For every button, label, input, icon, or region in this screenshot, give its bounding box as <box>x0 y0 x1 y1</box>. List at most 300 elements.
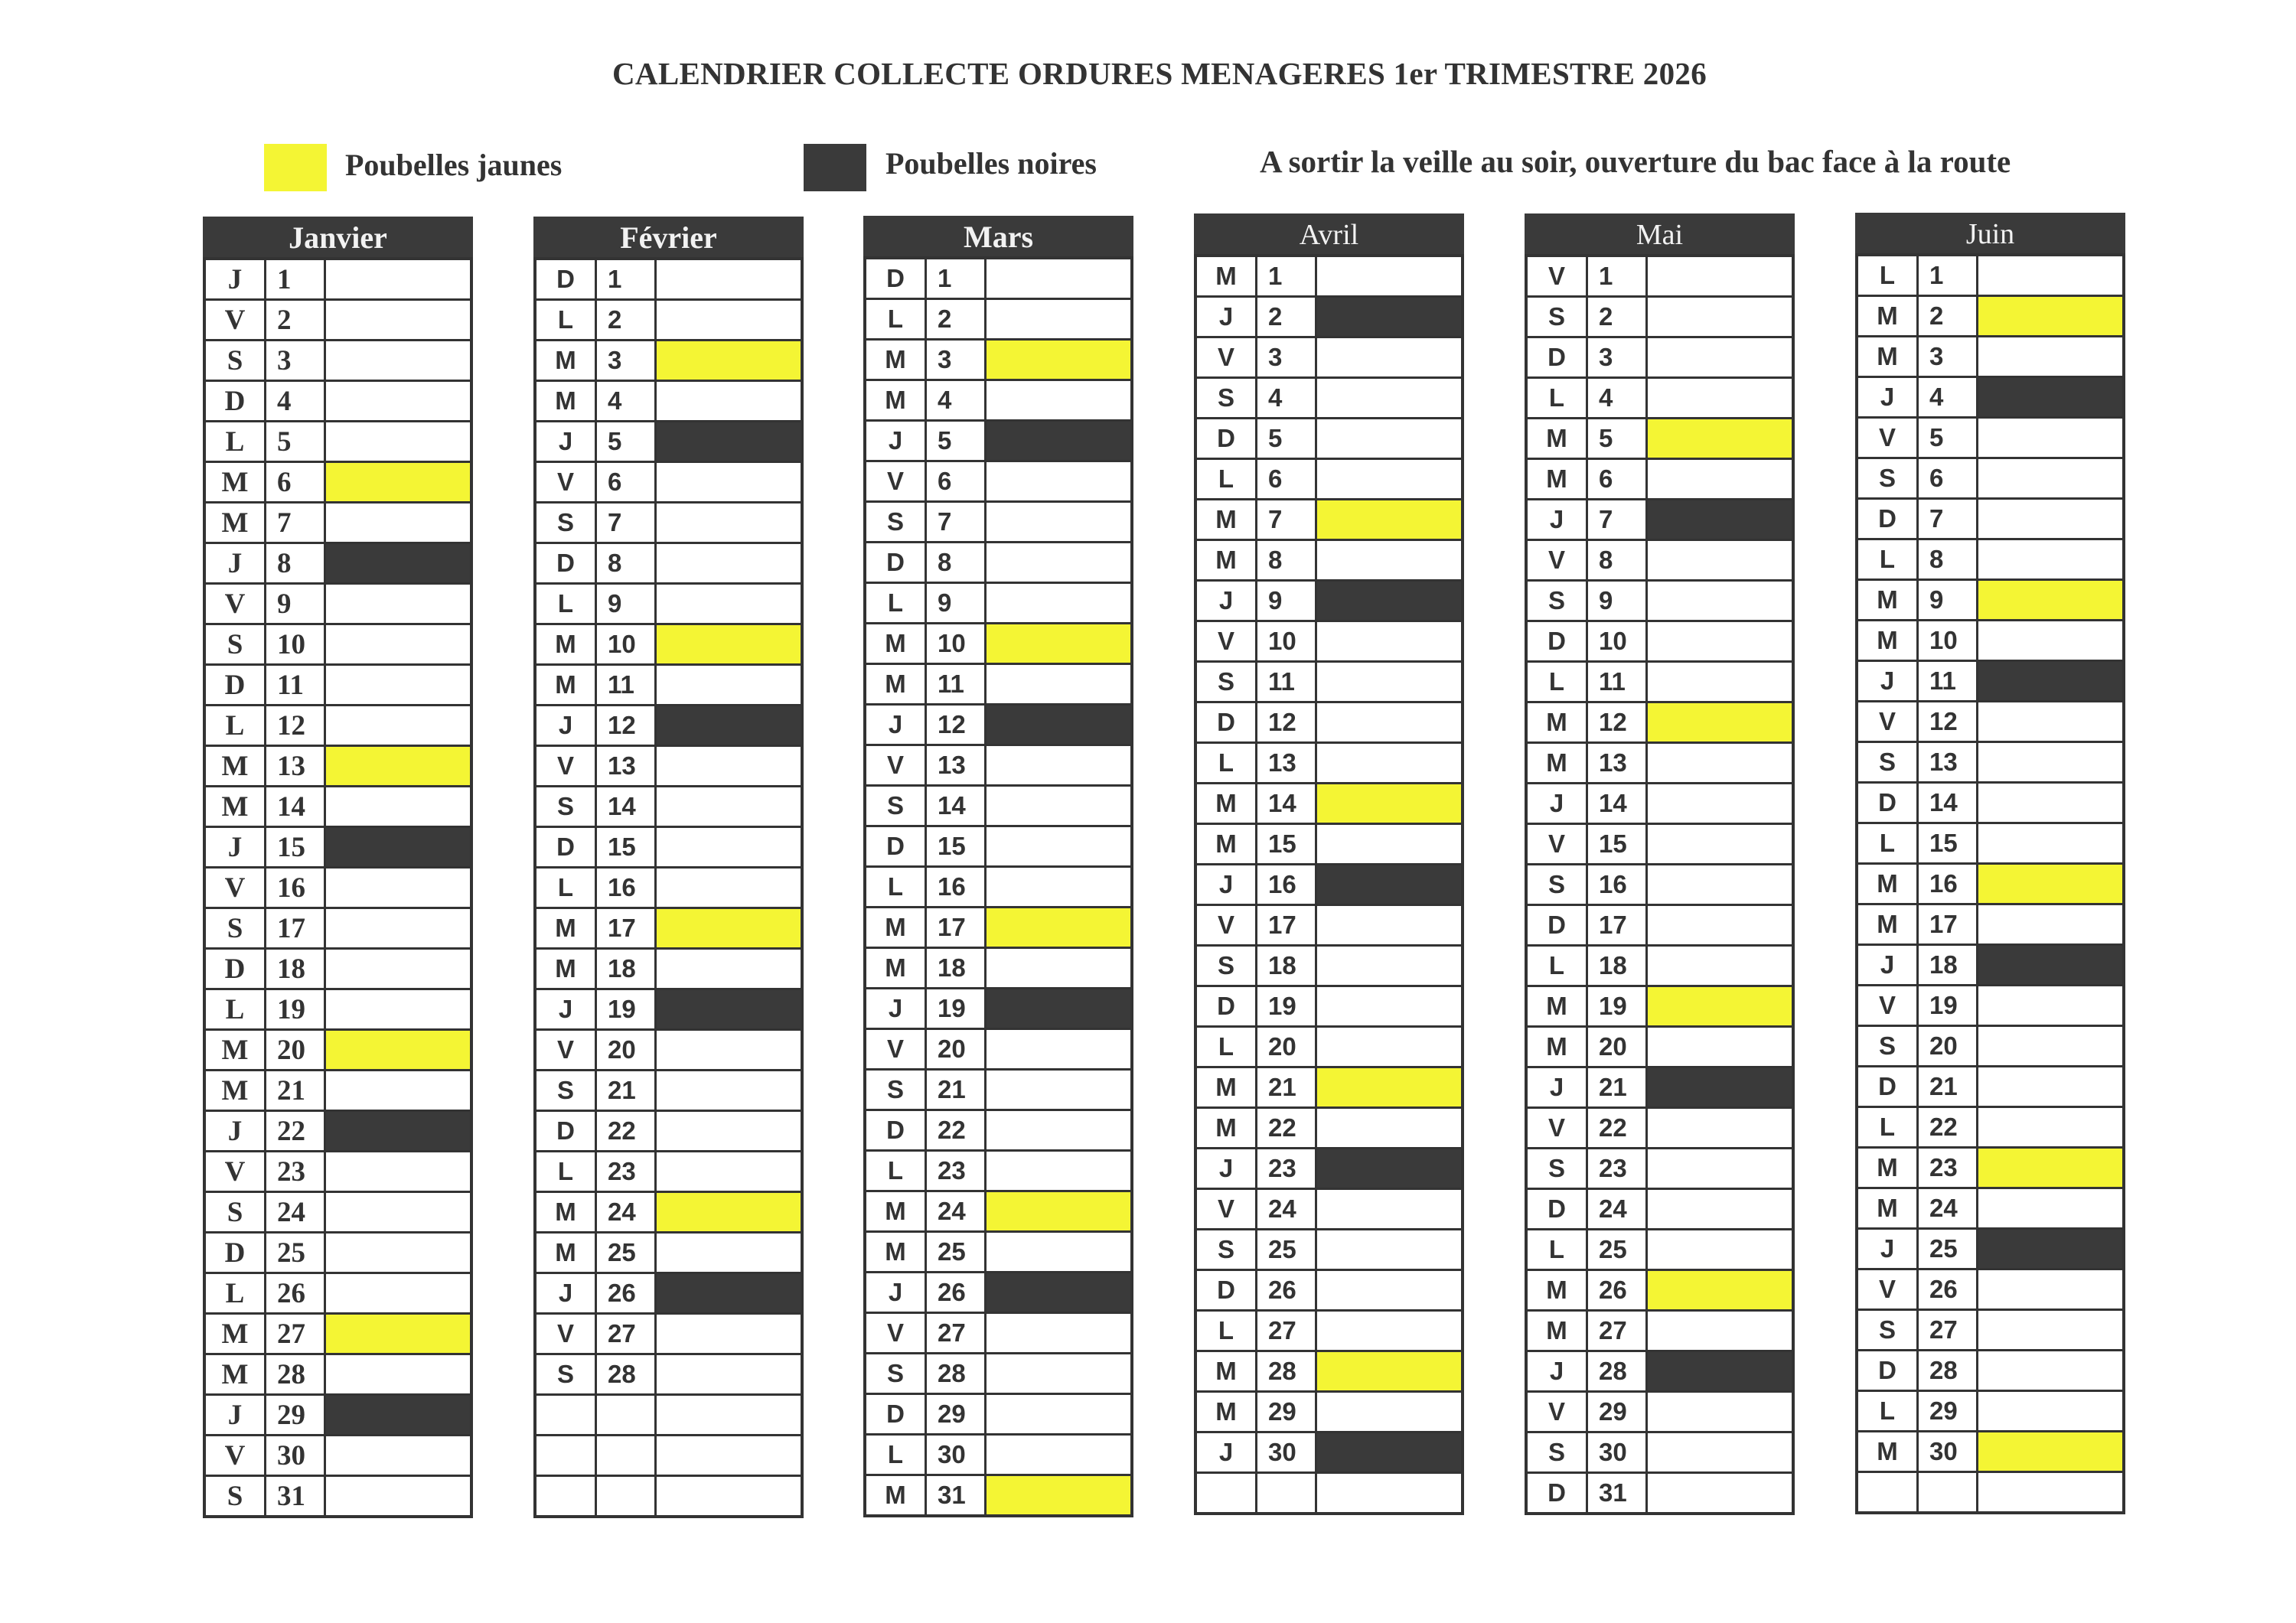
day-row <box>865 1029 1132 1070</box>
weekday-letter: L <box>1526 378 1587 419</box>
day-number: 9 <box>1257 581 1316 621</box>
weekday-letter: S <box>1195 946 1257 986</box>
weekday-letter: S <box>865 1354 926 1394</box>
day-number: 27 <box>926 1313 986 1354</box>
day-row <box>1526 540 1793 581</box>
day-row <box>865 705 1132 745</box>
yellow-bin-marker <box>656 1192 803 1233</box>
weekday-letter: L <box>1195 1311 1257 1351</box>
day-number: 2 <box>1918 296 1978 337</box>
day-row <box>1526 865 1793 905</box>
yellow-bin-marker <box>1316 1351 1463 1392</box>
day-row <box>865 826 1132 867</box>
empty-collection-cell <box>656 1395 803 1436</box>
yellow-bin-marker <box>1978 864 2125 904</box>
day-row <box>204 341 471 381</box>
day-number: 19 <box>266 989 325 1030</box>
empty-collection-cell <box>986 867 1133 908</box>
day-row <box>1857 499 2124 539</box>
weekday-letter: V <box>535 1314 596 1354</box>
empty-collection-cell <box>325 1152 472 1192</box>
weekday-letter: J <box>1857 1229 1918 1269</box>
day-row <box>1195 1067 1463 1108</box>
yellow-bin-marker <box>325 462 472 503</box>
weekday-letter: M <box>204 746 266 787</box>
weekday-letter: V <box>535 462 596 503</box>
empty-collection-cell <box>1316 946 1463 986</box>
day-row <box>535 1476 802 1517</box>
day-row <box>204 989 471 1030</box>
day-number: 11 <box>596 665 656 706</box>
empty-collection-cell <box>325 503 472 543</box>
day-number: 23 <box>266 1152 325 1192</box>
weekday-letter: L <box>1857 823 1918 864</box>
weekday-letter: J <box>1857 945 1918 986</box>
day-number: 7 <box>596 503 656 543</box>
day-row <box>1526 1432 1793 1473</box>
day-row <box>865 908 1132 948</box>
day-row <box>1857 296 2124 337</box>
weekday-letter: M <box>1526 459 1587 500</box>
black-bin-marker <box>656 422 803 462</box>
yellow-bin-marker <box>986 908 1133 948</box>
empty-collection-cell <box>1647 824 1794 865</box>
weekday-letter: L <box>1526 1230 1587 1270</box>
day-number: 21 <box>596 1071 656 1111</box>
day-row <box>1857 1188 2124 1229</box>
month-table <box>1855 253 2125 1514</box>
weekday-letter: M <box>535 908 596 949</box>
day-number: 14 <box>596 787 656 827</box>
day-number: 3 <box>266 341 325 381</box>
day-number: 24 <box>266 1192 325 1233</box>
weekday-letter: V <box>1526 1392 1587 1432</box>
day-number: 30 <box>1257 1432 1316 1473</box>
weekday-letter: S <box>865 1070 926 1110</box>
day-row <box>1857 458 2124 499</box>
day-row <box>1857 377 2124 418</box>
day-row <box>535 543 802 584</box>
weekday-letter: S <box>1195 662 1257 702</box>
weekday-letter: S <box>1526 297 1587 337</box>
weekday-letter: D <box>865 1110 926 1151</box>
empty-collection-cell <box>656 746 803 787</box>
empty-collection-cell <box>656 949 803 989</box>
weekday-letter: J <box>204 1111 266 1152</box>
day-number: 27 <box>266 1314 325 1354</box>
weekday-letter: V <box>535 746 596 787</box>
empty-collection-cell <box>1647 1311 1794 1351</box>
empty-collection-cell <box>325 1071 472 1111</box>
empty-collection-cell <box>1647 784 1794 824</box>
day-row <box>1526 1108 1793 1149</box>
day-row <box>535 341 802 381</box>
day-number: 13 <box>596 746 656 787</box>
day-row <box>1195 1351 1463 1392</box>
weekday-letter <box>1195 1473 1257 1514</box>
day-row <box>1526 702 1793 743</box>
day-row <box>1195 581 1463 621</box>
day-number: 19 <box>926 989 986 1029</box>
day-number: 28 <box>596 1354 656 1395</box>
weekday-letter: J <box>1526 500 1587 540</box>
day-number: 19 <box>1257 986 1316 1027</box>
day-number: 4 <box>1918 377 1978 418</box>
day-number: 28 <box>1918 1351 1978 1391</box>
day-row <box>204 422 471 462</box>
empty-collection-cell <box>1978 418 2125 458</box>
weekday-letter: J <box>1857 661 1918 702</box>
weekday-letter: L <box>865 299 926 340</box>
empty-collection-cell <box>1316 986 1463 1027</box>
day-number: 28 <box>1257 1351 1316 1392</box>
day-row <box>1526 1351 1793 1392</box>
weekday-letter: S <box>1526 1432 1587 1473</box>
day-number: 5 <box>1587 419 1647 459</box>
weekday-letter: M <box>1526 743 1587 784</box>
weekday-letter: D <box>865 826 926 867</box>
empty-collection-cell <box>986 1313 1133 1354</box>
weekday-letter: M <box>204 1030 266 1071</box>
day-row <box>865 380 1132 421</box>
weekday-letter: L <box>1195 743 1257 784</box>
month-table <box>1194 254 1464 1515</box>
day-number: 11 <box>266 665 325 706</box>
day-row <box>1526 459 1793 500</box>
weekday-letter: L <box>1195 1027 1257 1067</box>
weekday-letter: S <box>204 624 266 665</box>
weekday-letter: L <box>204 1273 266 1314</box>
day-number: 23 <box>1587 1149 1647 1189</box>
day-row <box>1526 905 1793 946</box>
yellow-bin-marker <box>1647 986 1794 1027</box>
day-number: 21 <box>1587 1067 1647 1108</box>
empty-collection-cell <box>1316 1027 1463 1067</box>
weekday-letter: D <box>865 1394 926 1435</box>
weekday-letter: D <box>1857 1351 1918 1391</box>
day-number: 22 <box>1587 1108 1647 1149</box>
empty-collection-cell <box>986 1070 1133 1110</box>
empty-collection-cell <box>1978 621 2125 661</box>
day-number: 24 <box>926 1191 986 1232</box>
instruction-note: A sortir la veille au soir, ouverture du bac face à la route <box>1260 144 2011 179</box>
empty-collection-cell <box>1647 459 1794 500</box>
weekday-letter: S <box>204 908 266 949</box>
weekday-letter: J <box>1195 865 1257 905</box>
day-row <box>1857 986 2124 1026</box>
day-row <box>204 300 471 341</box>
empty-collection-cell <box>1647 256 1794 297</box>
empty-collection-cell <box>1978 458 2125 499</box>
yellow-bin-marker <box>1647 702 1794 743</box>
day-row <box>1195 621 1463 662</box>
day-number: 2 <box>1257 297 1316 337</box>
weekday-letter: S <box>1526 1149 1587 1189</box>
page-title: CALENDRIER COLLECTE ORDURES MENAGERES 1er TRIMESTRE 2026 <box>612 56 1707 91</box>
day-number: 15 <box>1587 824 1647 865</box>
weekday-letter: M <box>204 462 266 503</box>
weekday-letter: S <box>1857 742 1918 783</box>
empty-collection-cell <box>325 259 472 300</box>
weekday-letter: S <box>204 1192 266 1233</box>
day-row <box>204 543 471 584</box>
weekday-letter: M <box>1526 702 1587 743</box>
day-row <box>535 1395 802 1436</box>
weekday-letter: M <box>535 1192 596 1233</box>
day-number: 1 <box>1257 256 1316 297</box>
weekday-letter: M <box>1195 1351 1257 1392</box>
empty-collection-cell <box>1978 1310 2125 1351</box>
empty-collection-cell <box>325 989 472 1030</box>
empty-collection-cell <box>986 1354 1133 1394</box>
day-number: 1 <box>926 258 986 299</box>
empty-collection-cell <box>1647 662 1794 702</box>
empty-collection-cell <box>986 299 1133 340</box>
weekday-letter: M <box>1857 904 1918 945</box>
weekday-letter: V <box>204 300 266 341</box>
day-number: 26 <box>1918 1269 1978 1310</box>
day-row <box>204 624 471 665</box>
weekday-letter: D <box>204 381 266 422</box>
empty-collection-cell <box>1316 662 1463 702</box>
day-number: 31 <box>1587 1473 1647 1514</box>
day-number: 16 <box>1257 865 1316 905</box>
empty-collection-cell <box>656 1436 803 1476</box>
day-row <box>535 1233 802 1273</box>
day-row <box>865 543 1132 583</box>
day-row <box>1857 783 2124 823</box>
day-row <box>1195 905 1463 946</box>
day-number: 23 <box>1257 1149 1316 1189</box>
day-number: 20 <box>1587 1027 1647 1067</box>
weekday-letter: D <box>1857 1067 1918 1107</box>
empty-collection-cell <box>1978 1269 2125 1310</box>
empty-collection-cell <box>656 543 803 584</box>
day-row <box>535 787 802 827</box>
empty-collection-cell <box>1978 255 2125 296</box>
day-number: 10 <box>1918 621 1978 661</box>
day-number: 10 <box>1587 621 1647 662</box>
weekday-letter: M <box>1857 864 1918 904</box>
day-row <box>535 1071 802 1111</box>
yellow-bin-marker <box>1978 580 2125 621</box>
weekday-letter: M <box>1195 540 1257 581</box>
weekday-letter: M <box>865 908 926 948</box>
day-number: 20 <box>596 1030 656 1071</box>
day-row <box>1195 1311 1463 1351</box>
day-number: 20 <box>1918 1026 1978 1067</box>
black-bin-marker <box>1647 1351 1794 1392</box>
empty-collection-cell <box>986 1394 1133 1435</box>
weekday-letter: M <box>535 949 596 989</box>
day-row <box>1526 378 1793 419</box>
weekday-letter: M <box>865 1232 926 1273</box>
weekday-letter: M <box>1526 419 1587 459</box>
empty-collection-cell <box>1316 459 1463 500</box>
weekday-letter: J <box>1526 1351 1587 1392</box>
day-row <box>535 706 802 746</box>
empty-collection-cell <box>656 827 803 868</box>
weekday-letter: V <box>1526 540 1587 581</box>
empty-collection-cell <box>325 1436 472 1476</box>
day-number: 15 <box>1918 823 1978 864</box>
weekday-letter: M <box>1857 296 1918 337</box>
day-row <box>1526 1270 1793 1311</box>
empty-collection-cell <box>325 422 472 462</box>
black-bin-marker <box>1978 945 2125 986</box>
day-row <box>1195 1189 1463 1230</box>
legend-yellow-swatch <box>264 144 327 191</box>
empty-collection-cell <box>325 1192 472 1233</box>
yellow-bin-marker <box>986 1191 1133 1232</box>
weekday-letter: M <box>865 1475 926 1517</box>
black-bin-marker <box>656 1273 803 1314</box>
black-bin-marker <box>986 1273 1133 1313</box>
day-row <box>1526 1067 1793 1108</box>
black-bin-marker <box>1647 500 1794 540</box>
empty-collection-cell <box>1978 904 2125 945</box>
day-number: 8 <box>1918 539 1978 580</box>
day-row <box>865 1232 1132 1273</box>
day-number: 19 <box>1587 986 1647 1027</box>
day-row <box>204 665 471 706</box>
day-row <box>865 461 1132 502</box>
empty-collection-cell <box>1978 702 2125 742</box>
day-number: 1 <box>1587 256 1647 297</box>
day-row <box>1526 1027 1793 1067</box>
day-row <box>1526 297 1793 337</box>
empty-collection-cell <box>1316 1311 1463 1351</box>
weekday-letter: M <box>535 624 596 665</box>
day-number: 4 <box>1587 378 1647 419</box>
day-row <box>1857 1026 2124 1067</box>
day-row <box>535 908 802 949</box>
empty-collection-cell <box>656 462 803 503</box>
legend-black-label: Poubelles noires <box>885 146 1097 181</box>
day-number: 12 <box>926 705 986 745</box>
weekday-letter: M <box>865 948 926 989</box>
empty-collection-cell <box>325 1476 472 1517</box>
weekday-letter: L <box>865 1151 926 1191</box>
day-number: 30 <box>1587 1432 1647 1473</box>
day-row <box>204 503 471 543</box>
day-row <box>1195 1230 1463 1270</box>
weekday-letter: V <box>1526 256 1587 297</box>
day-number: 21 <box>926 1070 986 1110</box>
empty-collection-cell <box>986 664 1133 705</box>
empty-collection-cell <box>986 583 1133 624</box>
weekday-letter: D <box>865 543 926 583</box>
day-row <box>535 503 802 543</box>
month-table <box>203 257 473 1518</box>
empty-collection-cell <box>656 259 803 300</box>
empty-collection-cell <box>325 300 472 341</box>
day-number: 5 <box>1918 418 1978 458</box>
day-row <box>1195 540 1463 581</box>
day-number: 12 <box>1587 702 1647 743</box>
day-row <box>1526 1311 1793 1351</box>
day-number: 29 <box>1587 1392 1647 1432</box>
weekday-letter: S <box>535 503 596 543</box>
day-row <box>1526 1392 1793 1432</box>
weekday-letter: M <box>1526 1270 1587 1311</box>
day-row <box>204 1395 471 1436</box>
day-number: 25 <box>1587 1230 1647 1270</box>
day-number: 11 <box>1918 661 1978 702</box>
weekday-letter: M <box>1526 1027 1587 1067</box>
day-row <box>535 665 802 706</box>
day-number: 26 <box>596 1273 656 1314</box>
day-row <box>204 462 471 503</box>
weekday-letter <box>535 1476 596 1517</box>
weekday-letter: S <box>535 787 596 827</box>
black-bin-marker <box>656 989 803 1030</box>
weekday-letter: V <box>865 745 926 786</box>
weekday-letter: L <box>1526 662 1587 702</box>
empty-collection-cell <box>1316 743 1463 784</box>
day-number: 8 <box>1257 540 1316 581</box>
day-number: 11 <box>926 664 986 705</box>
day-number: 2 <box>596 300 656 341</box>
day-number: 15 <box>266 827 325 868</box>
weekday-letter: D <box>1195 986 1257 1027</box>
black-bin-marker <box>1978 1229 2125 1269</box>
month-header: Avril <box>1194 213 1464 254</box>
day-row <box>865 786 1132 826</box>
day-row <box>1857 1148 2124 1188</box>
day-number: 10 <box>266 624 325 665</box>
day-row <box>1526 784 1793 824</box>
day-number: 1 <box>1918 255 1978 296</box>
day-row <box>865 1191 1132 1232</box>
empty-collection-cell <box>325 584 472 624</box>
day-row <box>204 259 471 300</box>
empty-collection-cell <box>656 1314 803 1354</box>
empty-collection-cell <box>1316 256 1463 297</box>
day-row <box>535 1152 802 1192</box>
black-bin-marker <box>325 1111 472 1152</box>
weekday-letter: J <box>535 1273 596 1314</box>
weekday-letter: D <box>1526 1473 1587 1514</box>
day-row <box>1526 824 1793 865</box>
day-number: 8 <box>266 543 325 584</box>
yellow-bin-marker <box>1978 1432 2125 1472</box>
empty-collection-cell <box>1316 419 1463 459</box>
day-number: 15 <box>1257 824 1316 865</box>
weekday-letter: J <box>1526 1067 1587 1108</box>
day-number: 17 <box>596 908 656 949</box>
weekday-letter: M <box>1195 824 1257 865</box>
empty-collection-cell <box>986 1151 1133 1191</box>
day-row <box>535 300 802 341</box>
day-row <box>535 827 802 868</box>
day-number: 2 <box>926 299 986 340</box>
yellow-bin-marker <box>986 1475 1133 1517</box>
weekday-letter: M <box>535 1233 596 1273</box>
empty-collection-cell <box>986 1232 1133 1273</box>
empty-collection-cell <box>986 543 1133 583</box>
day-number: 18 <box>266 949 325 989</box>
day-row <box>535 1354 802 1395</box>
weekday-letter: D <box>535 827 596 868</box>
empty-collection-cell <box>1316 540 1463 581</box>
day-row <box>865 258 1132 299</box>
day-number: 7 <box>266 503 325 543</box>
yellow-bin-marker <box>1316 500 1463 540</box>
day-row <box>1526 1230 1793 1270</box>
black-bin-marker <box>325 1395 472 1436</box>
weekday-letter: J <box>204 543 266 584</box>
